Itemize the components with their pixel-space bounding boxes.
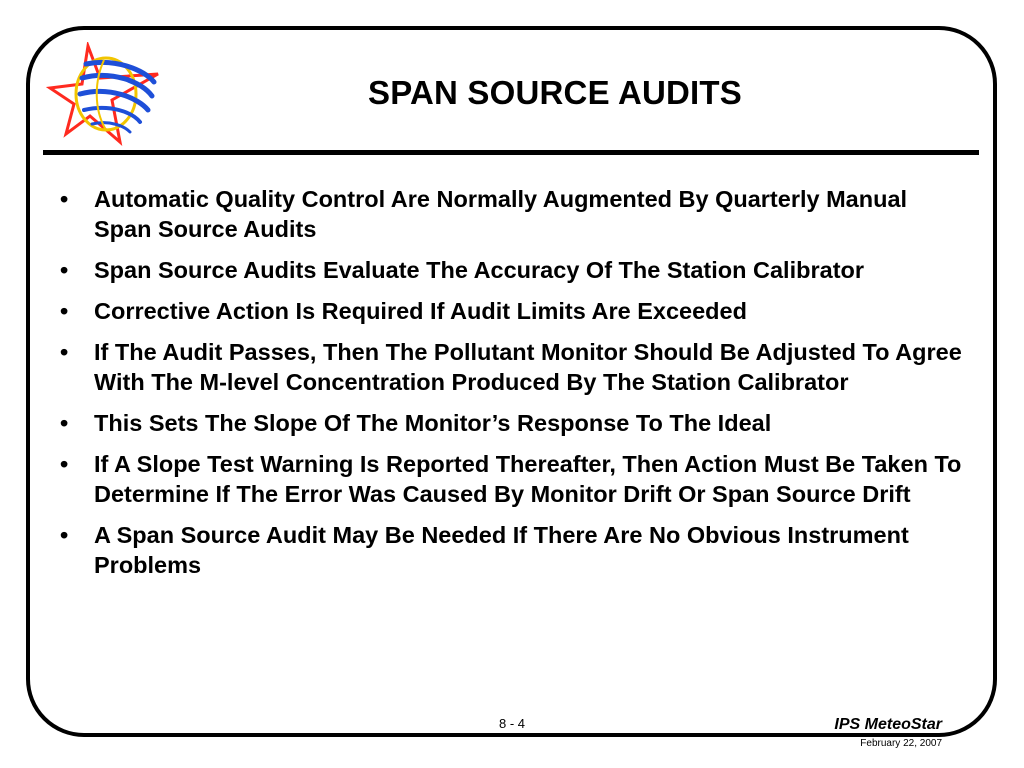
bullet-item	[60, 449, 970, 509]
bullet-text: If A Slope Test Warning Is Reported Thereafter, Then Action Must Be Taken To Determine If The Error Was Caused By Monitor Drift Or Span Source Drift	[94, 451, 962, 507]
bullet-marker: •	[60, 257, 69, 283]
bullet-item	[60, 337, 970, 397]
title-divider	[43, 150, 979, 155]
bullet-marker: •	[60, 522, 69, 548]
slide-title: SPAN SOURCE AUDITS	[368, 74, 742, 111]
bullet-item	[60, 520, 970, 580]
footer-brand: IPS MeteoStar	[834, 716, 942, 733]
page-number: 8 - 4	[498, 716, 525, 731]
bullet-text: Automatic Quality Control Are Normally Augmented By Quarterly Manual Span Source Audits	[94, 186, 908, 242]
bullet-text: Span Source Audits Evaluate The Accuracy Of The Station Calibrator	[94, 257, 865, 283]
footer-date: February 22, 2007	[860, 738, 942, 749]
bullet-marker: •	[60, 451, 69, 477]
bullet-text: If The Audit Passes, Then The Pollutant Monitor Should Be Adjusted To Agree With The M-level Concentration Produced By The Station Calibrator	[94, 339, 962, 395]
bullet-text: A Span Source Audit May Be Needed If There Are No Obvious Instrument Problems	[94, 522, 909, 578]
bullet-item	[60, 408, 970, 438]
bullet-item	[60, 296, 970, 326]
bullet-item	[60, 184, 970, 244]
bullet-text: Corrective Action Is Required If Audit Limits Are Exceeded	[94, 298, 747, 324]
bullet-marker: •	[60, 339, 69, 365]
bullet-marker: •	[60, 186, 69, 212]
bullet-marker: •	[60, 410, 69, 436]
bullet-text: This Sets The Slope Of The Monitor’s Response To The Ideal	[94, 410, 772, 436]
bullet-item	[60, 255, 970, 285]
bullet-marker: •	[60, 298, 69, 324]
star-globe-logo-icon	[46, 42, 164, 146]
bullet-list	[60, 184, 970, 591]
